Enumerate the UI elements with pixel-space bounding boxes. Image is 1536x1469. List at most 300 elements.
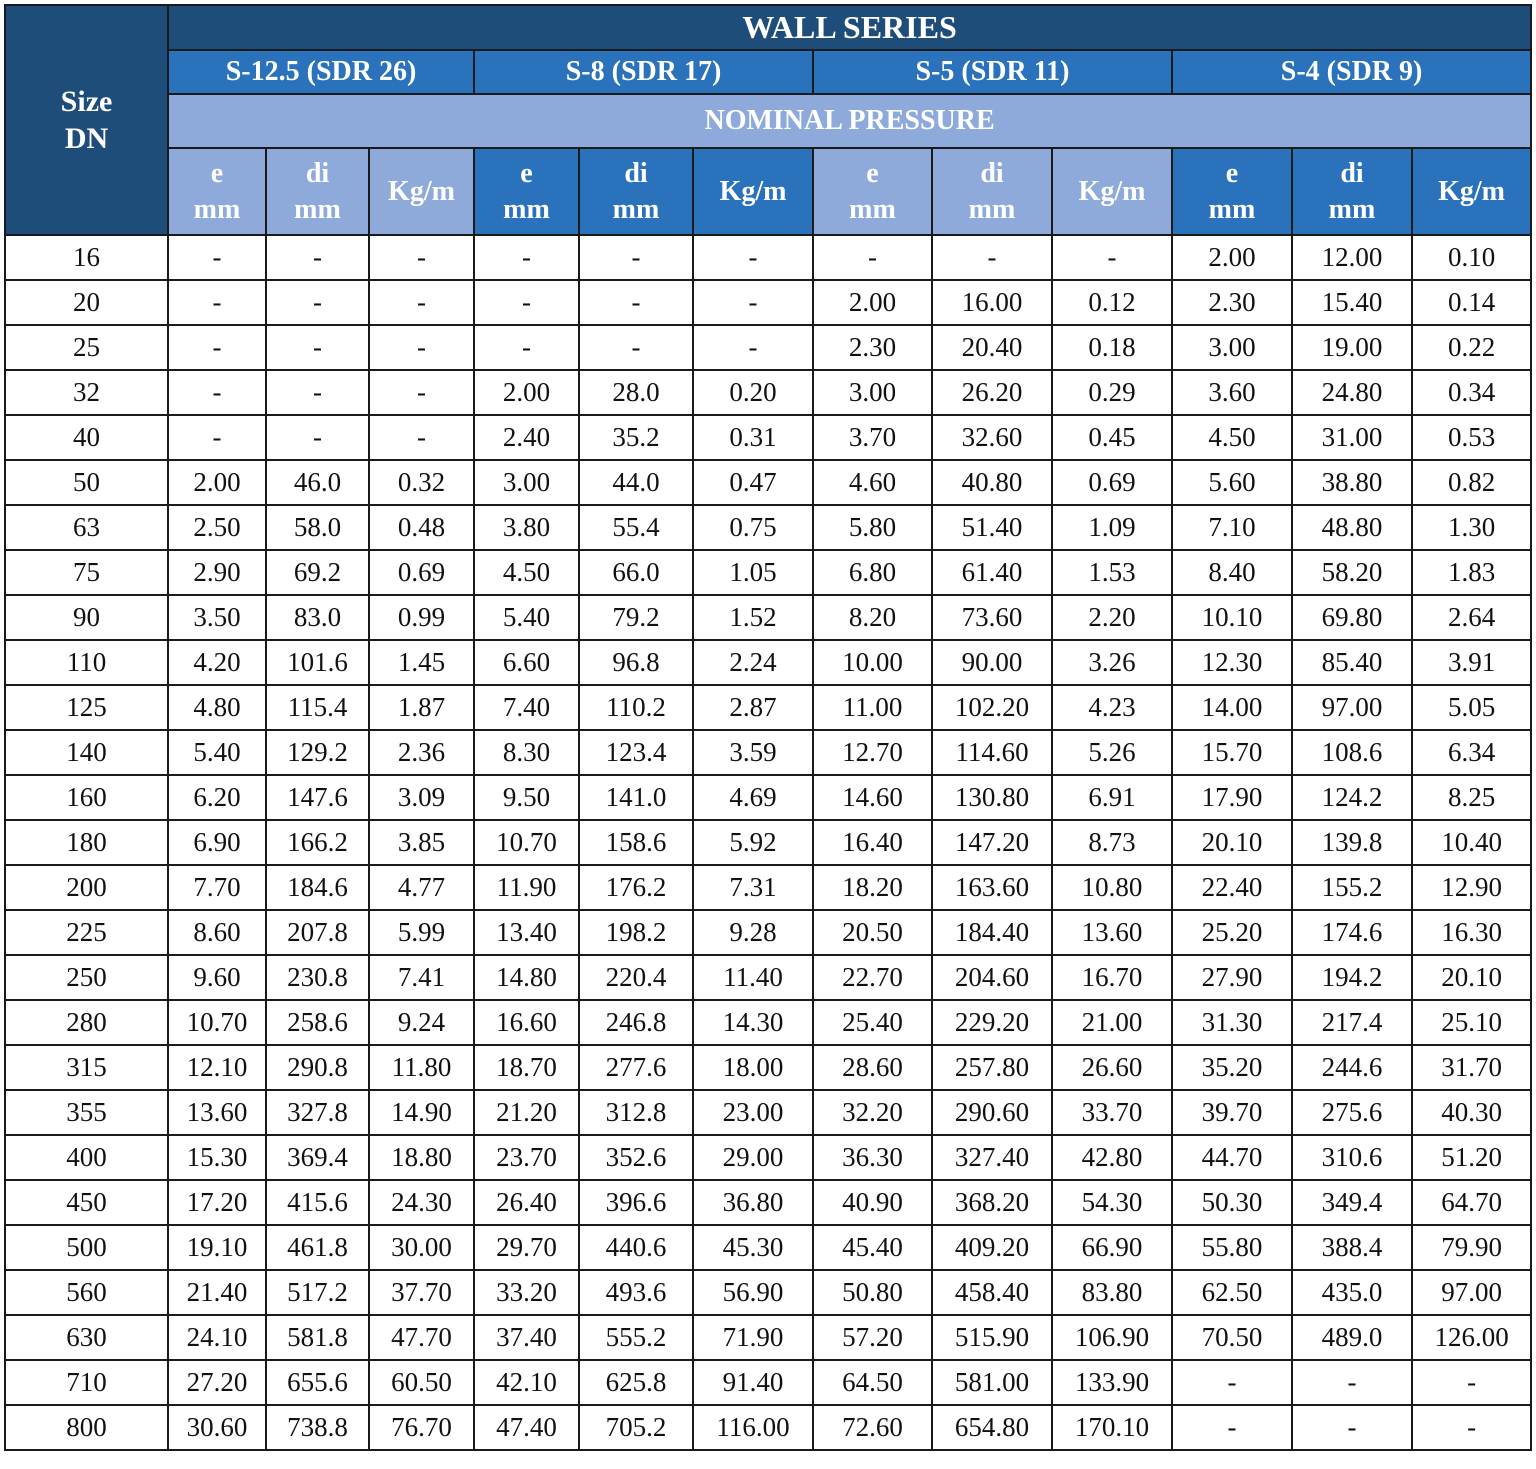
di-mm-cell: 310.6: [1292, 1135, 1412, 1180]
di-mm-cell: -: [932, 235, 1052, 280]
e-mm-cell: 40.90: [813, 1180, 932, 1225]
header-row-units: [5, 148, 1531, 235]
e-mm-cell: 11.00: [813, 685, 932, 730]
kg-m-cell: 0.29: [1052, 370, 1172, 415]
e-mm-cell: 3.70: [813, 415, 932, 460]
di-mm-cell: 163.60: [932, 865, 1052, 910]
di-mm-cell: 58.20: [1292, 550, 1412, 595]
kg-m-cell: 1.09: [1052, 505, 1172, 550]
table-row: [5, 550, 1531, 595]
e-mm-cell: 4.80: [168, 685, 266, 730]
e-mm-cell: 24.10: [168, 1315, 266, 1360]
size-dn-cell: 125: [5, 685, 168, 730]
unit-di-mm-header: di mm: [932, 148, 1052, 235]
dn-label: DN: [64, 122, 109, 155]
kg-m-cell: 42.80: [1052, 1135, 1172, 1180]
kg-m-cell: 7.31: [693, 865, 813, 910]
di-mm-cell: 220.4: [579, 955, 693, 1000]
kg-m-cell: 0.82: [1412, 460, 1531, 505]
di-mm-cell: 244.6: [1292, 1045, 1412, 1090]
di-mm-cell: 44.0: [579, 460, 693, 505]
table-row: [5, 1405, 1531, 1450]
di-mm-cell: 24.80: [1292, 370, 1412, 415]
unit-e-mm-header: e mm: [1172, 148, 1292, 235]
kg-m-cell: 76.70: [369, 1405, 474, 1450]
e-mm-cell: -: [168, 415, 266, 460]
size-dn-cell: 400: [5, 1135, 168, 1180]
e-mm-cell: 12.30: [1172, 640, 1292, 685]
size-dn-cell: 75: [5, 550, 168, 595]
di-mm-cell: -: [266, 325, 369, 370]
e-mm-cell: 27.90: [1172, 955, 1292, 1000]
table-row: [5, 865, 1531, 910]
kg-m-cell: -: [369, 235, 474, 280]
table-row: [5, 1045, 1531, 1090]
wall-series-spec-table: [4, 4, 1532, 1451]
di-mm-cell: 738.8: [266, 1405, 369, 1450]
kg-m-cell: 3.91: [1412, 640, 1531, 685]
kg-m-cell: 0.14: [1412, 280, 1531, 325]
kg-m-cell: 0.45: [1052, 415, 1172, 460]
size-dn-cell: 315: [5, 1045, 168, 1090]
di-mm-cell: 141.0: [579, 775, 693, 820]
kg-m-cell: -: [369, 325, 474, 370]
e-mm-cell: 14.00: [1172, 685, 1292, 730]
e-mm-cell: 12.70: [813, 730, 932, 775]
di-mm-cell: 257.80: [932, 1045, 1052, 1090]
di-mm-cell: 388.4: [1292, 1225, 1412, 1270]
kg-m-cell: 0.10: [1412, 235, 1531, 280]
table-row: [5, 685, 1531, 730]
e-mm-cell: 25.40: [813, 1000, 932, 1045]
kg-m-cell: 54.30: [1052, 1180, 1172, 1225]
e-mm-cell: 2.00: [813, 280, 932, 325]
kg-m-cell: 14.30: [693, 1000, 813, 1045]
e-mm-cell: 28.60: [813, 1045, 932, 1090]
e-mm-cell: 19.10: [168, 1225, 266, 1270]
e-mm-cell: -: [168, 280, 266, 325]
e-mm-cell: 39.70: [1172, 1090, 1292, 1135]
kg-m-cell: -: [369, 370, 474, 415]
kg-m-cell: 51.20: [1412, 1135, 1531, 1180]
di-mm-cell: 12.00: [1292, 235, 1412, 280]
di-mm-cell: 409.20: [932, 1225, 1052, 1270]
di-mm-cell: 327.40: [932, 1135, 1052, 1180]
di-mm-cell: 58.0: [266, 505, 369, 550]
size-dn-cell: 20: [5, 280, 168, 325]
size-dn-cell: 25: [5, 325, 168, 370]
kg-m-cell: 24.30: [369, 1180, 474, 1225]
e-mm-cell: 21.20: [474, 1090, 579, 1135]
kg-m-cell: 29.00: [693, 1135, 813, 1180]
e-mm-cell: 6.80: [813, 550, 932, 595]
size-dn-cell: 140: [5, 730, 168, 775]
unit-e-mm-header: e mm: [168, 148, 266, 235]
kg-m-cell: 0.69: [369, 550, 474, 595]
table-row: [5, 1270, 1531, 1315]
wall-series-title: WALL SERIES: [168, 5, 1531, 50]
kg-m-cell: 9.28: [693, 910, 813, 955]
di-mm-cell: 97.00: [1292, 685, 1412, 730]
e-mm-cell: 36.30: [813, 1135, 932, 1180]
e-mm-cell: 16.40: [813, 820, 932, 865]
kg-m-cell: 40.30: [1412, 1090, 1531, 1135]
di-mm-cell: -: [579, 325, 693, 370]
table-row: [5, 640, 1531, 685]
e-mm-cell: 9.60: [168, 955, 266, 1000]
di-mm-cell: 194.2: [1292, 955, 1412, 1000]
size-dn-cell: 630: [5, 1315, 168, 1360]
di-mm-cell: 312.8: [579, 1090, 693, 1135]
kg-m-cell: -: [693, 325, 813, 370]
e-mm-cell: 4.60: [813, 460, 932, 505]
di-mm-cell: 147.6: [266, 775, 369, 820]
kg-m-cell: 16.70: [1052, 955, 1172, 1000]
kg-m-cell: 30.00: [369, 1225, 474, 1270]
e-mm-cell: 7.40: [474, 685, 579, 730]
e-mm-cell: 4.50: [1172, 415, 1292, 460]
e-mm-cell: 62.50: [1172, 1270, 1292, 1315]
e-mm-cell: 23.70: [474, 1135, 579, 1180]
e-mm-cell: -: [474, 235, 579, 280]
e-mm-cell: 55.80: [1172, 1225, 1292, 1270]
e-mm-cell: 3.00: [813, 370, 932, 415]
e-mm-cell: 9.50: [474, 775, 579, 820]
unit-kg-m-header: Kg/m: [1052, 148, 1172, 235]
series-s5-header: S-5 (SDR 11): [813, 50, 1172, 94]
table-row: [5, 415, 1531, 460]
unit-e-mm-header: e mm: [813, 148, 932, 235]
e-mm-cell: 8.20: [813, 595, 932, 640]
e-mm-cell: 25.20: [1172, 910, 1292, 955]
kg-m-cell: 31.70: [1412, 1045, 1531, 1090]
table-row: [5, 325, 1531, 370]
kg-m-cell: 16.30: [1412, 910, 1531, 955]
table-row: [5, 730, 1531, 775]
e-mm-cell: 37.40: [474, 1315, 579, 1360]
kg-m-cell: 64.70: [1412, 1180, 1531, 1225]
e-mm-cell: 50.30: [1172, 1180, 1292, 1225]
series-s8-header: S-8 (SDR 17): [474, 50, 813, 94]
kg-m-cell: 8.73: [1052, 820, 1172, 865]
di-mm-cell: 555.2: [579, 1315, 693, 1360]
table-row: [5, 775, 1531, 820]
kg-m-cell: 4.69: [693, 775, 813, 820]
size-dn-cell: 16: [5, 235, 168, 280]
kg-m-cell: 20.10: [1412, 955, 1531, 1000]
kg-m-cell: 6.34: [1412, 730, 1531, 775]
di-mm-cell: -: [266, 370, 369, 415]
e-mm-cell: 16.60: [474, 1000, 579, 1045]
e-mm-cell: 7.10: [1172, 505, 1292, 550]
kg-m-cell: 2.64: [1412, 595, 1531, 640]
di-mm-cell: 493.6: [579, 1270, 693, 1315]
table-row: [5, 280, 1531, 325]
di-mm-cell: 517.2: [266, 1270, 369, 1315]
kg-m-cell: 126.00: [1412, 1315, 1531, 1360]
table-header: [5, 5, 1531, 235]
di-mm-cell: 368.20: [932, 1180, 1052, 1225]
di-mm-cell: -: [579, 280, 693, 325]
e-mm-cell: 17.90: [1172, 775, 1292, 820]
unit-e-mm-header: e mm: [474, 148, 579, 235]
table-row: [5, 1000, 1531, 1045]
e-mm-cell: 2.40: [474, 415, 579, 460]
di-mm-cell: 246.8: [579, 1000, 693, 1045]
e-mm-cell: 3.50: [168, 595, 266, 640]
e-mm-cell: 26.40: [474, 1180, 579, 1225]
size-label: Size: [60, 85, 113, 118]
table-row: [5, 1360, 1531, 1405]
kg-m-cell: 5.26: [1052, 730, 1172, 775]
kg-m-cell: 11.40: [693, 955, 813, 1000]
e-mm-cell: 3.00: [474, 460, 579, 505]
di-mm-cell: 352.6: [579, 1135, 693, 1180]
di-mm-cell: 290.8: [266, 1045, 369, 1090]
e-mm-cell: 57.20: [813, 1315, 932, 1360]
e-mm-cell: 5.40: [168, 730, 266, 775]
kg-m-cell: 0.12: [1052, 280, 1172, 325]
e-mm-cell: 3.80: [474, 505, 579, 550]
size-dn-cell: 225: [5, 910, 168, 955]
e-mm-cell: 5.40: [474, 595, 579, 640]
e-mm-cell: 2.30: [813, 325, 932, 370]
kg-m-cell: 0.34: [1412, 370, 1531, 415]
unit-di-mm-header: di mm: [1292, 148, 1412, 235]
di-mm-cell: 108.6: [1292, 730, 1412, 775]
table-row: [5, 1315, 1531, 1360]
kg-m-cell: 0.69: [1052, 460, 1172, 505]
di-mm-cell: 176.2: [579, 865, 693, 910]
unit-kg-m-header: Kg/m: [369, 148, 474, 235]
e-mm-cell: 13.60: [168, 1090, 266, 1135]
kg-m-cell: 26.60: [1052, 1045, 1172, 1090]
di-mm-cell: 204.60: [932, 955, 1052, 1000]
kg-m-cell: 91.40: [693, 1360, 813, 1405]
di-mm-cell: 124.2: [1292, 775, 1412, 820]
e-mm-cell: 10.10: [1172, 595, 1292, 640]
kg-m-cell: 56.90: [693, 1270, 813, 1315]
kg-m-cell: 79.90: [1412, 1225, 1531, 1270]
kg-m-cell: 0.20: [693, 370, 813, 415]
size-dn-cell: 560: [5, 1270, 168, 1315]
kg-m-cell: -: [1052, 235, 1172, 280]
kg-m-cell: 5.99: [369, 910, 474, 955]
e-mm-cell: 12.10: [168, 1045, 266, 1090]
e-mm-cell: 42.10: [474, 1360, 579, 1405]
di-mm-cell: 40.80: [932, 460, 1052, 505]
e-mm-cell: 8.30: [474, 730, 579, 775]
e-mm-cell: 2.50: [168, 505, 266, 550]
e-mm-cell: 8.40: [1172, 550, 1292, 595]
di-mm-cell: 46.0: [266, 460, 369, 505]
e-mm-cell: 3.60: [1172, 370, 1292, 415]
e-mm-cell: 31.30: [1172, 1000, 1292, 1045]
e-mm-cell: 11.90: [474, 865, 579, 910]
size-dn-header: [5, 5, 168, 235]
kg-m-cell: 2.20: [1052, 595, 1172, 640]
e-mm-cell: 70.50: [1172, 1315, 1292, 1360]
di-mm-cell: -: [1292, 1360, 1412, 1405]
size-dn-cell: 63: [5, 505, 168, 550]
kg-m-cell: 2.87: [693, 685, 813, 730]
e-mm-cell: 2.00: [474, 370, 579, 415]
di-mm-cell: 184.40: [932, 910, 1052, 955]
e-mm-cell: 15.30: [168, 1135, 266, 1180]
e-mm-cell: 27.20: [168, 1360, 266, 1405]
di-mm-cell: 290.60: [932, 1090, 1052, 1135]
e-mm-cell: 2.00: [1172, 235, 1292, 280]
e-mm-cell: 18.20: [813, 865, 932, 910]
kg-m-cell: 14.90: [369, 1090, 474, 1135]
kg-m-cell: -: [1412, 1360, 1531, 1405]
e-mm-cell: -: [168, 370, 266, 415]
kg-m-cell: 0.18: [1052, 325, 1172, 370]
di-mm-cell: 625.8: [579, 1360, 693, 1405]
kg-m-cell: 1.87: [369, 685, 474, 730]
kg-m-cell: 0.75: [693, 505, 813, 550]
unit-di-mm-header: di mm: [579, 148, 693, 235]
e-mm-cell: 10.70: [474, 820, 579, 865]
kg-m-cell: 21.00: [1052, 1000, 1172, 1045]
e-mm-cell: 72.60: [813, 1405, 932, 1450]
table-row: [5, 1225, 1531, 1270]
e-mm-cell: 35.20: [1172, 1045, 1292, 1090]
kg-m-cell: 1.53: [1052, 550, 1172, 595]
di-mm-cell: 184.6: [266, 865, 369, 910]
size-dn-cell: 200: [5, 865, 168, 910]
kg-m-cell: 33.70: [1052, 1090, 1172, 1135]
e-mm-cell: 5.60: [1172, 460, 1292, 505]
table-body: [5, 235, 1531, 1450]
di-mm-cell: 705.2: [579, 1405, 693, 1450]
kg-m-cell: 170.10: [1052, 1405, 1172, 1450]
kg-m-cell: 23.00: [693, 1090, 813, 1135]
e-mm-cell: 64.50: [813, 1360, 932, 1405]
kg-m-cell: 8.25: [1412, 775, 1531, 820]
di-mm-cell: 31.00: [1292, 415, 1412, 460]
di-mm-cell: 166.2: [266, 820, 369, 865]
di-mm-cell: 458.40: [932, 1270, 1052, 1315]
e-mm-cell: 29.70: [474, 1225, 579, 1270]
kg-m-cell: 12.90: [1412, 865, 1531, 910]
e-mm-cell: 14.80: [474, 955, 579, 1000]
kg-m-cell: 13.60: [1052, 910, 1172, 955]
e-mm-cell: 47.40: [474, 1405, 579, 1450]
di-mm-cell: 230.8: [266, 955, 369, 1000]
di-mm-cell: 20.40: [932, 325, 1052, 370]
e-mm-cell: 22.40: [1172, 865, 1292, 910]
e-mm-cell: 33.20: [474, 1270, 579, 1315]
kg-m-cell: 3.85: [369, 820, 474, 865]
kg-m-cell: -: [369, 415, 474, 460]
table-row: [5, 1090, 1531, 1135]
e-mm-cell: 2.90: [168, 550, 266, 595]
di-mm-cell: 258.6: [266, 1000, 369, 1045]
kg-m-cell: 3.26: [1052, 640, 1172, 685]
di-mm-cell: 349.4: [1292, 1180, 1412, 1225]
e-mm-cell: 10.70: [168, 1000, 266, 1045]
di-mm-cell: 581.00: [932, 1360, 1052, 1405]
table-row: [5, 1135, 1531, 1180]
size-dn-cell: 180: [5, 820, 168, 865]
di-mm-cell: 155.2: [1292, 865, 1412, 910]
size-dn-cell: 800: [5, 1405, 168, 1450]
di-mm-cell: 139.8: [1292, 820, 1412, 865]
kg-m-cell: 45.30: [693, 1225, 813, 1270]
e-mm-cell: -: [1172, 1360, 1292, 1405]
di-mm-cell: 129.2: [266, 730, 369, 775]
size-dn-cell: 110: [5, 640, 168, 685]
kg-m-cell: 37.70: [369, 1270, 474, 1315]
di-mm-cell: 66.0: [579, 550, 693, 595]
di-mm-cell: 130.80: [932, 775, 1052, 820]
table-row: [5, 595, 1531, 640]
table-row: [5, 370, 1531, 415]
e-mm-cell: 15.70: [1172, 730, 1292, 775]
e-mm-cell: 50.80: [813, 1270, 932, 1315]
e-mm-cell: 32.20: [813, 1090, 932, 1135]
size-dn-cell: 50: [5, 460, 168, 505]
di-mm-cell: 102.20: [932, 685, 1052, 730]
e-mm-cell: -: [474, 325, 579, 370]
di-mm-cell: 69.80: [1292, 595, 1412, 640]
size-dn-cell: 355: [5, 1090, 168, 1135]
size-dn-cell: 500: [5, 1225, 168, 1270]
di-mm-cell: 51.40: [932, 505, 1052, 550]
di-mm-cell: 69.2: [266, 550, 369, 595]
di-mm-cell: 123.4: [579, 730, 693, 775]
e-mm-cell: 45.40: [813, 1225, 932, 1270]
size-dn-cell: 450: [5, 1180, 168, 1225]
kg-m-cell: 0.22: [1412, 325, 1531, 370]
kg-m-cell: 5.05: [1412, 685, 1531, 730]
di-mm-cell: 198.2: [579, 910, 693, 955]
di-mm-cell: 207.8: [266, 910, 369, 955]
header-row-nominal-pressure: [5, 94, 1531, 148]
e-mm-cell: -: [168, 235, 266, 280]
kg-m-cell: 97.00: [1412, 1270, 1531, 1315]
e-mm-cell: 5.80: [813, 505, 932, 550]
kg-m-cell: 47.70: [369, 1315, 474, 1360]
kg-m-cell: 2.24: [693, 640, 813, 685]
e-mm-cell: 2.00: [168, 460, 266, 505]
di-mm-cell: 32.60: [932, 415, 1052, 460]
kg-m-cell: 10.80: [1052, 865, 1172, 910]
e-mm-cell: 20.50: [813, 910, 932, 955]
e-mm-cell: 8.60: [168, 910, 266, 955]
di-mm-cell: 489.0: [1292, 1315, 1412, 1360]
size-dn-cell: 32: [5, 370, 168, 415]
kg-m-cell: 1.30: [1412, 505, 1531, 550]
e-mm-cell: 30.60: [168, 1405, 266, 1450]
di-mm-cell: 581.8: [266, 1315, 369, 1360]
kg-m-cell: 83.80: [1052, 1270, 1172, 1315]
di-mm-cell: 101.6: [266, 640, 369, 685]
kg-m-cell: -: [369, 280, 474, 325]
di-mm-cell: 369.4: [266, 1135, 369, 1180]
e-mm-cell: 20.10: [1172, 820, 1292, 865]
di-mm-cell: 83.0: [266, 595, 369, 640]
table-row: [5, 820, 1531, 865]
di-mm-cell: -: [266, 280, 369, 325]
e-mm-cell: 22.70: [813, 955, 932, 1000]
di-mm-cell: 26.20: [932, 370, 1052, 415]
di-mm-cell: 73.60: [932, 595, 1052, 640]
e-mm-cell: -: [1172, 1405, 1292, 1450]
di-mm-cell: 55.4: [579, 505, 693, 550]
di-mm-cell: 327.8: [266, 1090, 369, 1135]
